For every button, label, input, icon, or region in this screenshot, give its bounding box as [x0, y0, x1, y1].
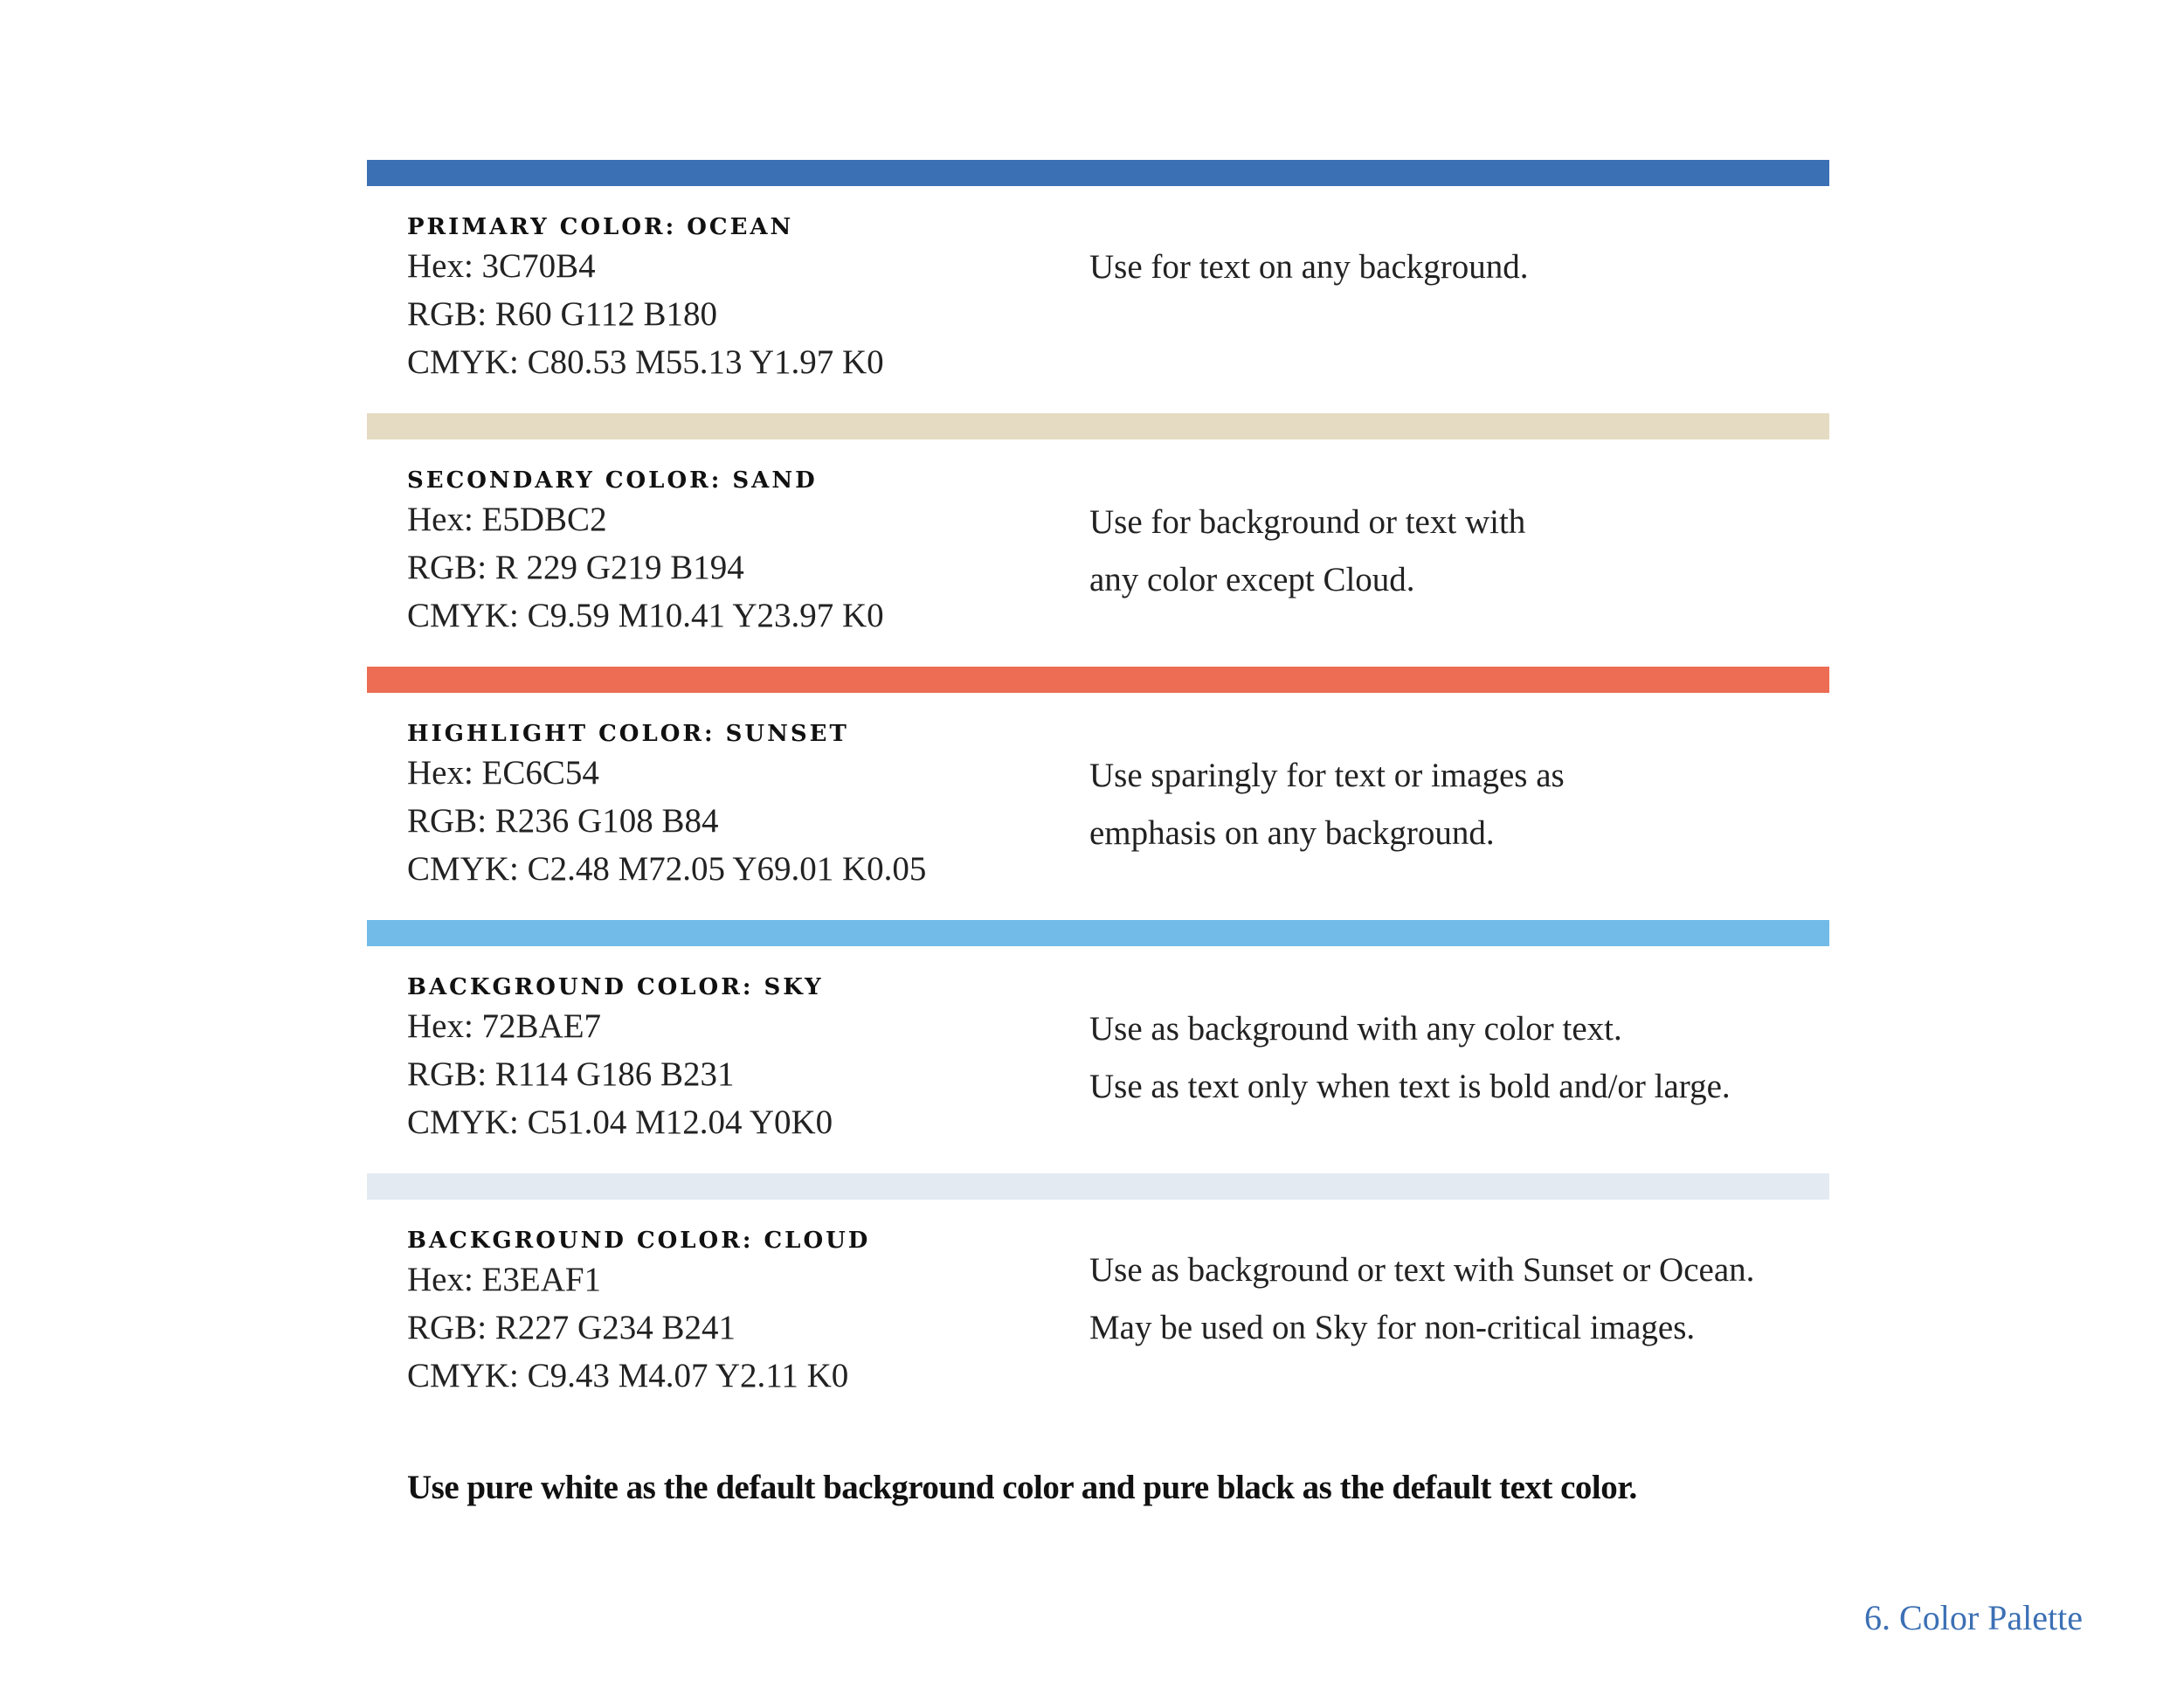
color-row-ocean	[367, 160, 1829, 413]
usage-line: Use for text on any background.	[1089, 248, 1529, 286]
hex-value: Hex: 72BAE7	[407, 1007, 602, 1045]
ocean-usage	[1089, 239, 1823, 296]
sunset-usage	[1089, 747, 1823, 862]
cloud-swatch-bar	[367, 1173, 1829, 1200]
color-row-sky	[367, 920, 1829, 1173]
sky-specs	[407, 972, 1019, 1146]
usage-line: Use as text only when text is bold and/or large.	[1089, 1068, 1731, 1105]
usage-line: Use as background with any color text.	[1089, 1010, 1622, 1048]
color-name: SECONDARY COLOR: SAND	[407, 467, 818, 494]
cmyk-value: CMYK: C2.48 M72.05 Y69.01 K0.05	[407, 850, 927, 888]
sand-usage	[1089, 494, 1823, 609]
color-name: HIGHLIGHT COLOR: SUNSET	[407, 721, 849, 747]
color-name: BACKGROUND COLOR: CLOUD	[407, 1228, 871, 1254]
cloud-usage	[1089, 1242, 1823, 1357]
usage-line: emphasis on any background.	[1089, 814, 1495, 852]
ocean-specs	[407, 212, 1019, 386]
color-row-cloud	[367, 1173, 1829, 1427]
hex-value: Hex: 3C70B4	[407, 247, 596, 285]
default-colors-note: Use pure white as the default background color and pure black as the default text color.	[407, 1469, 1637, 1506]
rgb-value: RGB: R60 G112 B180	[407, 295, 718, 333]
color-name: BACKGROUND COLOR: SKY	[407, 974, 824, 1000]
usage-line: Use sparingly for text or images as	[1089, 757, 1565, 794]
rgb-value: RGB: R227 G234 B241	[407, 1309, 736, 1346]
usage-line: any color except Cloud.	[1089, 561, 1415, 598]
ocean-swatch-bar	[367, 160, 1829, 186]
sand-swatch-bar	[367, 413, 1829, 439]
color-palette-list	[367, 160, 1829, 1427]
color-name: PRIMARY COLOR: OCEAN	[407, 214, 794, 240]
usage-line: Use for background or text with	[1089, 503, 1526, 541]
sky-swatch-bar	[367, 920, 1829, 946]
cmyk-value: CMYK: C9.43 M4.07 Y2.11 K0	[407, 1357, 849, 1394]
cloud-specs	[407, 1226, 1019, 1400]
usage-line: Use as background or text with Sunset or Ocean.	[1089, 1251, 1755, 1289]
cmyk-value: CMYK: C80.53 M55.13 Y1.97 K0	[407, 343, 884, 381]
color-row-sunset	[367, 667, 1829, 920]
usage-line: May be used on Sky for non-critical images.	[1089, 1309, 1696, 1346]
hex-value: Hex: E5DBC2	[407, 501, 607, 538]
hex-value: Hex: E3EAF1	[407, 1261, 602, 1298]
rgb-value: RGB: R 229 G219 B194	[407, 549, 744, 586]
rgb-value: RGB: R114 G186 B231	[407, 1055, 735, 1093]
sky-usage	[1089, 1000, 1823, 1116]
hex-value: Hex: EC6C54	[407, 754, 599, 792]
page-section-footer: 6. Color Palette	[1864, 1598, 2083, 1637]
cmyk-value: CMYK: C9.59 M10.41 Y23.97 K0	[407, 597, 884, 634]
rgb-value: RGB: R236 G108 B84	[407, 802, 719, 840]
sand-specs	[407, 466, 1019, 640]
sunset-swatch-bar	[367, 667, 1829, 693]
sunset-specs	[407, 719, 1019, 893]
color-row-sand	[367, 413, 1829, 667]
cmyk-value: CMYK: C51.04 M12.04 Y0K0	[407, 1103, 833, 1141]
